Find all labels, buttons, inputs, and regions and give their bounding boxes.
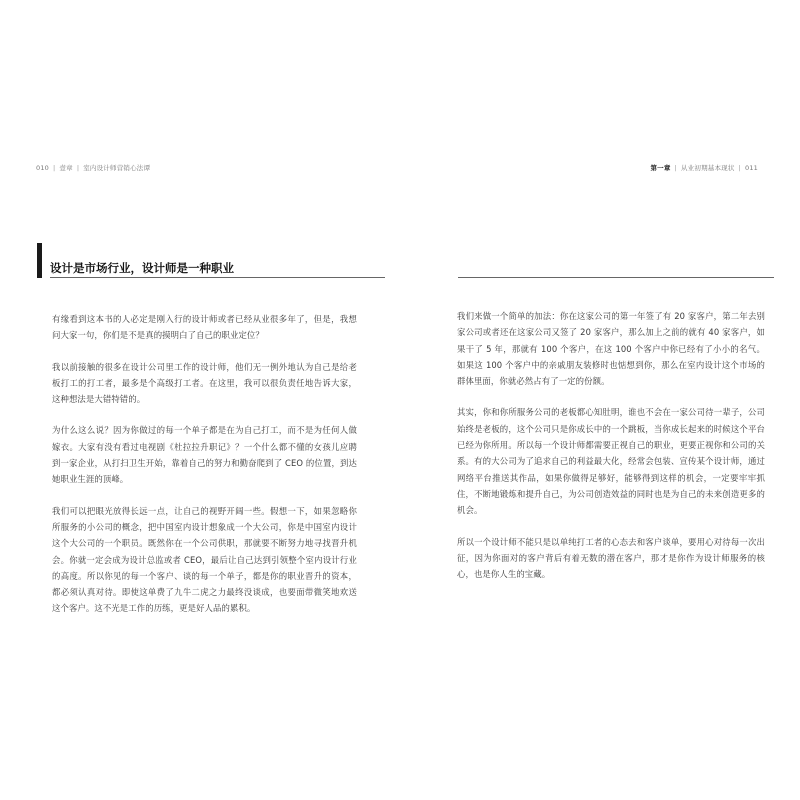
right-page	[400, 0, 800, 800]
paragraph: 我以前接触的很多在设计公司里工作的设计师，他们无一例外地认为自己是给老板打工的打工者，最多是个高级打工者。在这里，我可以很负责任地告诉大家，这种想法是大错特错的。	[52, 361, 357, 405]
chapter-label: 第一章	[650, 164, 671, 172]
section-title: 设计是市场行业，设计师是一种职业	[50, 261, 234, 275]
heading-underline	[50, 277, 385, 278]
paragraph: 为什么这么说？因为你做过的每一个单子都是在为自己打工，而不是为任何人做嫁衣。大家有没有看过电视剧《杜拉拉升职记》？一个什么都不懂的女孩儿应聘到一家企业，从打扫卫生开始，靠着自己的努力和勤奋爬到了 CEO 的位置，到达她职业生涯的顶峰。	[52, 425, 357, 485]
left-page-header	[36, 163, 150, 172]
section-rule	[458, 277, 774, 278]
right-body-text	[457, 308, 765, 597]
left-body-text	[52, 311, 357, 632]
header-separator: |	[674, 164, 677, 172]
chapter-title: 从业初期基本现状	[680, 164, 735, 172]
heading-accent-bar	[37, 243, 42, 278]
page-number: 011	[744, 164, 758, 172]
section-heading	[37, 243, 367, 278]
chapter-label: 壹章	[59, 164, 73, 172]
paragraph: 有缘看到这本书的人必定是刚入行的设计师或者已经从业很多年了，但是，我想问大家一句，你们是不是真的摸明白了自己的职业定位？	[52, 314, 357, 341]
right-page-header	[650, 163, 758, 172]
header-separator: |	[53, 164, 56, 172]
book-title: 室内设计师营销心法谭	[83, 164, 151, 172]
page-number: 010	[36, 164, 50, 172]
paragraph: 我们来做一个简单的加法：你在这家公司的第一年签了有 20 家客户，第二年去别家公司或者还在这家公司又签了 20 家客户，那么加上之前的就有 40 家客户，如果干了 5 年，那就有 100 个客户，在这 100 个客户中你已经有了小小的名气。如果这 100 个客户中的亲戚朋友装修时也惦想到你，那么在室内设计这个市场的群体里面，你就必然占有了一定的份额。	[457, 311, 765, 387]
header-separator: |	[738, 164, 741, 172]
paragraph: 我们可以把眼光放得长远一点，让自己的视野开阔一些。假想一下，如果忽略你所服务的小公司的概念，把中国室内设计想象成一个大公司，你是中国室内设计这个大公司的一个职员。既然你在一个公司供职，那就要不断努力地寻找晋升机会。你就一定会成为设计总监或者 CEO，最后让自己达到引领整个室内设计行业的高度。所以你见的每一个客户、谈的每一个单子，都是你的职业晋升的资本，都必须认真对待。即使这单费了九牛二虎之力最终没谈成，也要面带微笑地欢送这个客户。这不光是工作的历练，更是好人品的累积。	[52, 505, 357, 614]
header-separator: |	[76, 164, 80, 172]
paragraph: 其实，你和你所服务公司的老板都心知肚明，谁也不会在一家公司待一辈子，公司始终是老板的，这个公司只是你成长中的一个跳板，当你成长起来的时候这个平台已经为你所用。所以每一个设计师都需要正视自己的职业，更要正视你和公司的关系。有的大公司为了追求自己的利益最大化，经常会包装、宣传某个设计师，通过网络平台推送其作品，如果你做得足够好，能够得到这样的机会，一定要牢牢抓住，不断地锻炼和提升自己，为公司创造效益的同时也是为自己的未来创造更多的机会。	[457, 407, 765, 516]
paragraph: 所以一个设计师不能只是以单纯打工者的心态去和客户谈单，要用心对待每一次出征，因为你面对的客户背后有着无数的潜在客户，那才是你作为设计师服务的核心，也是你人生的宝藏。	[457, 536, 765, 580]
